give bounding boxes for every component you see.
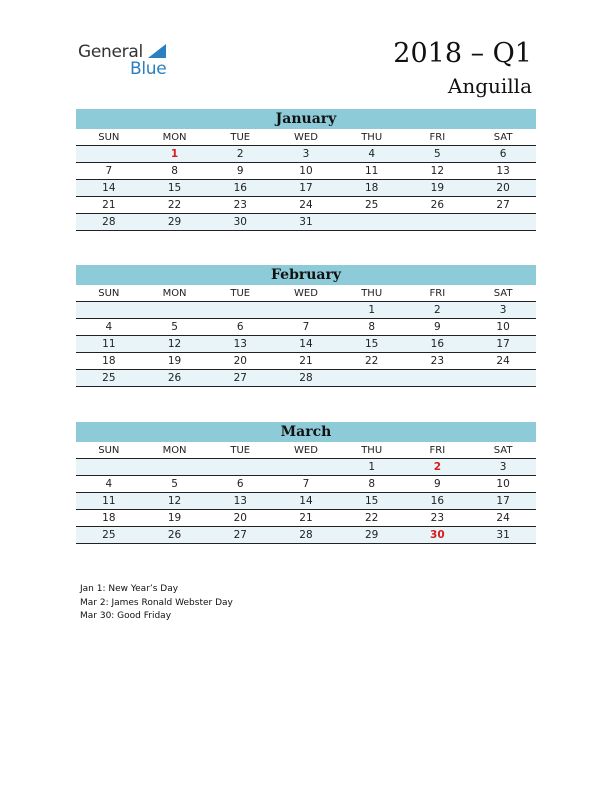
- day-cell: 4: [76, 319, 142, 336]
- day-cell: 6: [207, 319, 273, 336]
- day-cell: 30: [207, 214, 273, 231]
- day-cell: 4: [339, 146, 405, 163]
- day-cell: 25: [76, 370, 142, 387]
- weekday-label: TUE: [207, 129, 273, 146]
- day-cell: 30: [405, 527, 471, 544]
- calendar-grid: [76, 442, 536, 544]
- day-cell: 2: [405, 459, 471, 476]
- week-row: [76, 197, 536, 214]
- month-january: [76, 109, 536, 231]
- day-cell: 19: [142, 353, 208, 370]
- weekday-header-row: [76, 129, 536, 146]
- day-cell: 7: [273, 319, 339, 336]
- day-cell: 28: [273, 370, 339, 387]
- logo-blue-text: Blue: [130, 59, 167, 79]
- day-cell: 24: [470, 353, 536, 370]
- month-march: [76, 422, 536, 544]
- holiday-note: Mar 30: Good Friday: [80, 611, 172, 621]
- weekday-label: SAT: [470, 129, 536, 146]
- day-cell: 3: [470, 302, 536, 319]
- empty-day-cell: [470, 214, 536, 231]
- weekday-label: SUN: [76, 442, 142, 459]
- weekday-label: SUN: [76, 285, 142, 302]
- day-cell: 18: [76, 510, 142, 527]
- day-cell: 12: [142, 493, 208, 510]
- empty-day-cell: [339, 370, 405, 387]
- day-cell: 12: [142, 336, 208, 353]
- weekday-label: SAT: [470, 442, 536, 459]
- logo: [78, 42, 178, 78]
- day-cell: 8: [142, 163, 208, 180]
- day-cell: 27: [470, 197, 536, 214]
- day-cell: 9: [207, 163, 273, 180]
- week-row: [76, 510, 536, 527]
- week-row: [76, 493, 536, 510]
- week-row: [76, 336, 536, 353]
- day-cell: 20: [470, 180, 536, 197]
- holiday-note: Jan 1: New Year’s Day: [80, 584, 179, 594]
- day-cell: 6: [470, 146, 536, 163]
- week-row: [76, 319, 536, 336]
- day-cell: 25: [76, 527, 142, 544]
- logo-general-text: General: [78, 42, 143, 62]
- day-cell: 12: [405, 163, 471, 180]
- week-row: [76, 302, 536, 319]
- day-cell: 6: [207, 476, 273, 493]
- week-row: [76, 527, 536, 544]
- empty-day-cell: [207, 459, 273, 476]
- day-cell: 13: [207, 336, 273, 353]
- day-cell: 15: [339, 493, 405, 510]
- week-row: [76, 476, 536, 493]
- weekday-label: MON: [142, 442, 208, 459]
- weekday-label: TUE: [207, 442, 273, 459]
- day-cell: 18: [76, 353, 142, 370]
- day-cell: 1: [339, 302, 405, 319]
- day-cell: 24: [273, 197, 339, 214]
- empty-day-cell: [142, 302, 208, 319]
- weekday-label: WED: [273, 285, 339, 302]
- empty-day-cell: [405, 214, 471, 231]
- day-cell: 14: [273, 493, 339, 510]
- empty-day-cell: [76, 302, 142, 319]
- weekday-label: WED: [273, 129, 339, 146]
- page-title: 2018 – Q1: [393, 38, 532, 69]
- day-cell: 19: [142, 510, 208, 527]
- weekday-label: THU: [339, 442, 405, 459]
- weekday-label: TUE: [207, 285, 273, 302]
- day-cell: 17: [470, 336, 536, 353]
- day-cell: 23: [405, 510, 471, 527]
- day-cell: 28: [76, 214, 142, 231]
- day-cell: 16: [405, 493, 471, 510]
- weekday-label: THU: [339, 285, 405, 302]
- empty-day-cell: [339, 214, 405, 231]
- day-cell: 26: [142, 527, 208, 544]
- week-row: [76, 180, 536, 197]
- month-february: [76, 265, 536, 387]
- empty-day-cell: [76, 146, 142, 163]
- day-cell: 22: [142, 197, 208, 214]
- weekday-label: FRI: [405, 442, 471, 459]
- day-cell: 5: [142, 476, 208, 493]
- day-cell: 19: [405, 180, 471, 197]
- weekday-label: MON: [142, 285, 208, 302]
- day-cell: 26: [142, 370, 208, 387]
- day-cell: 17: [273, 180, 339, 197]
- page-subtitle: Anguilla: [447, 74, 532, 98]
- day-cell: 4: [76, 476, 142, 493]
- day-cell: 2: [207, 146, 273, 163]
- day-cell: 29: [339, 527, 405, 544]
- day-cell: 9: [405, 476, 471, 493]
- empty-day-cell: [405, 370, 471, 387]
- day-cell: 10: [470, 319, 536, 336]
- day-cell: 7: [273, 476, 339, 493]
- day-cell: 29: [142, 214, 208, 231]
- day-cell: 10: [273, 163, 339, 180]
- weekday-label: FRI: [405, 129, 471, 146]
- week-row: [76, 459, 536, 476]
- day-cell: 9: [405, 319, 471, 336]
- day-cell: 8: [339, 476, 405, 493]
- day-cell: 31: [273, 214, 339, 231]
- weekday-label: FRI: [405, 285, 471, 302]
- day-cell: 5: [405, 146, 471, 163]
- day-cell: 27: [207, 370, 273, 387]
- day-cell: 20: [207, 353, 273, 370]
- day-cell: 15: [142, 180, 208, 197]
- week-row: [76, 353, 536, 370]
- day-cell: 11: [339, 163, 405, 180]
- day-cell: 5: [142, 319, 208, 336]
- day-cell: 1: [142, 146, 208, 163]
- day-cell: 15: [339, 336, 405, 353]
- week-row: [76, 214, 536, 231]
- day-cell: 22: [339, 510, 405, 527]
- day-cell: 21: [273, 510, 339, 527]
- day-cell: 24: [470, 510, 536, 527]
- day-cell: 2: [405, 302, 471, 319]
- day-cell: 17: [470, 493, 536, 510]
- day-cell: 23: [207, 197, 273, 214]
- day-cell: 13: [207, 493, 273, 510]
- calendar-grid: [76, 285, 536, 387]
- day-cell: 10: [470, 476, 536, 493]
- day-cell: 27: [207, 527, 273, 544]
- week-row: [76, 146, 536, 163]
- day-cell: 16: [207, 180, 273, 197]
- day-cell: 3: [470, 459, 536, 476]
- day-cell: 25: [339, 197, 405, 214]
- empty-day-cell: [470, 370, 536, 387]
- day-cell: 1: [339, 459, 405, 476]
- calendar-grid: [76, 129, 536, 231]
- day-cell: 22: [339, 353, 405, 370]
- empty-day-cell: [273, 302, 339, 319]
- day-cell: 14: [76, 180, 142, 197]
- day-cell: 21: [273, 353, 339, 370]
- day-cell: 3: [273, 146, 339, 163]
- weekday-label: SAT: [470, 285, 536, 302]
- day-cell: 28: [273, 527, 339, 544]
- day-cell: 31: [470, 527, 536, 544]
- holiday-notes: [80, 583, 233, 624]
- weekday-label: MON: [142, 129, 208, 146]
- weekday-label: SUN: [76, 129, 142, 146]
- day-cell: 23: [405, 353, 471, 370]
- day-cell: 20: [207, 510, 273, 527]
- empty-day-cell: [207, 302, 273, 319]
- empty-day-cell: [273, 459, 339, 476]
- day-cell: 7: [76, 163, 142, 180]
- day-cell: 11: [76, 336, 142, 353]
- holiday-note: Mar 2: James Ronald Webster Day: [80, 597, 233, 608]
- weekday-header-row: [76, 442, 536, 459]
- day-cell: 14: [273, 336, 339, 353]
- month-title: March: [76, 422, 536, 442]
- day-cell: 8: [339, 319, 405, 336]
- day-cell: 21: [76, 197, 142, 214]
- empty-day-cell: [142, 459, 208, 476]
- day-cell: 16: [405, 336, 471, 353]
- month-title: January: [76, 109, 536, 129]
- month-title: February: [76, 265, 536, 285]
- logo-triangle-icon: [148, 44, 166, 58]
- empty-day-cell: [76, 459, 142, 476]
- week-row: [76, 163, 536, 180]
- weekday-label: THU: [339, 129, 405, 146]
- day-cell: 11: [76, 493, 142, 510]
- week-row: [76, 370, 536, 387]
- day-cell: 13: [470, 163, 536, 180]
- day-cell: 26: [405, 197, 471, 214]
- weekday-header-row: [76, 285, 536, 302]
- weekday-label: WED: [273, 442, 339, 459]
- day-cell: 18: [339, 180, 405, 197]
